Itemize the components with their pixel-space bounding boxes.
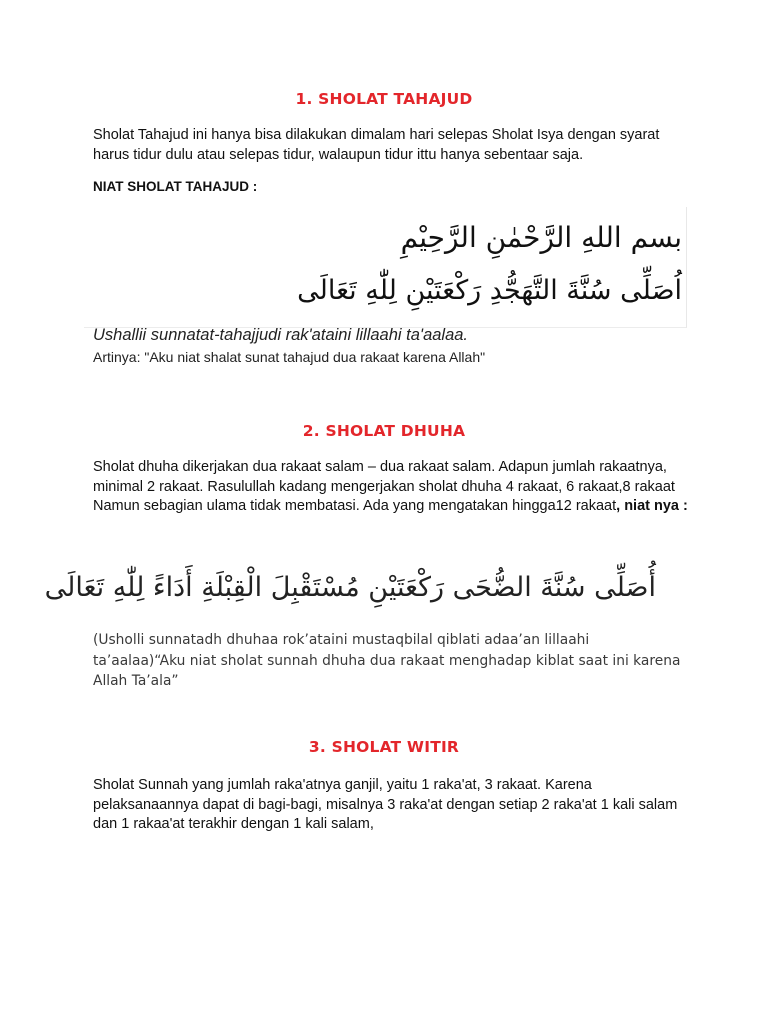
arabic-niat-tahajud: اُصَلِّى سُنَّةَ التَّهَجُّدِ رَكْعَتَيْنِ لِلّٰهِ تَعَالَى bbox=[297, 275, 682, 306]
heading-sholat-tahajud: 1. SHOLAT TAHAJUD bbox=[295, 90, 473, 108]
tahajud-arabic-image bbox=[84, 207, 687, 328]
dhuha-description bbox=[93, 458, 693, 517]
tahajud-transliteration: Ushallii sunnatat-tahajjudi rak'ataini lillaahi ta'aalaa. bbox=[93, 326, 469, 344]
heading-sholat-witir: 3. SHOLAT WITIR bbox=[308, 738, 460, 756]
heading-sholat-dhuha: 2. SHOLAT DHUHA bbox=[302, 422, 466, 440]
dhuha-description-text: Sholat dhuha dikerjakan dua rakaat salam – dua rakaat salam. Adapun jumlah rakaatnya, minimal 2 rakaat. Rasulullah kadang mengerjakan sholat dhuha 4 rakaat, 6 rakaat,8 rakaat Namun sebagian ulama tidak membatasi. Ada yang mengatakan hingga12 rakaat bbox=[93, 459, 675, 514]
arabic-basmalah: بسم اللهِ الرَّحْمٰنِ الرَّحِيْمِ bbox=[400, 221, 682, 254]
dhuha-niat-label: , niat nya : bbox=[616, 498, 688, 514]
tahajud-description: Sholat Tahajud ini hanya bisa dilakukan dimalam hari selepas Sholat Isya dengan syarat harus tidur dulu atau selepas tidur, walaupun tidur ittu hanya sebentaar saja. bbox=[93, 127, 660, 163]
dhuha-transliteration: (Usholli sunnatadh dhuhaa rok’ataini mustaqbilal qiblati adaa’an lillaahi ta’aalaa)“Aku niat sholat sunnah dhuha dua rakaat menghadap kiblat saat ini karena Allah Ta’ala” bbox=[93, 632, 681, 689]
niat-tahajud-label: NIAT SHOLAT TAHAJUD : bbox=[93, 179, 258, 194]
arabic-niat-dhuha: أُصَلِّى سُنَّةَ الضُّحَى رَكْعَتَيْنِ مُسْتَقْبِلَ الْقِبْلَةِ أَدَاءً لِلّٰهِ تَعَالَى bbox=[44, 572, 656, 603]
witir-description: Sholat Sunnah yang jumlah raka'atnya ganjil, yaitu 1 raka'at, 3 rakaat. Karena pelaksanaannya dapat di bagi-bagi, misalnya 3 raka'at dengan setiap 2 raka'at 1 kali salam dan 1 rakaa'at terakhir dengan 1 kali salam, bbox=[93, 777, 678, 832]
tahajud-meaning: Artinya: "Aku niat shalat sunat tahajud dua rakaat karena Allah" bbox=[93, 349, 486, 365]
